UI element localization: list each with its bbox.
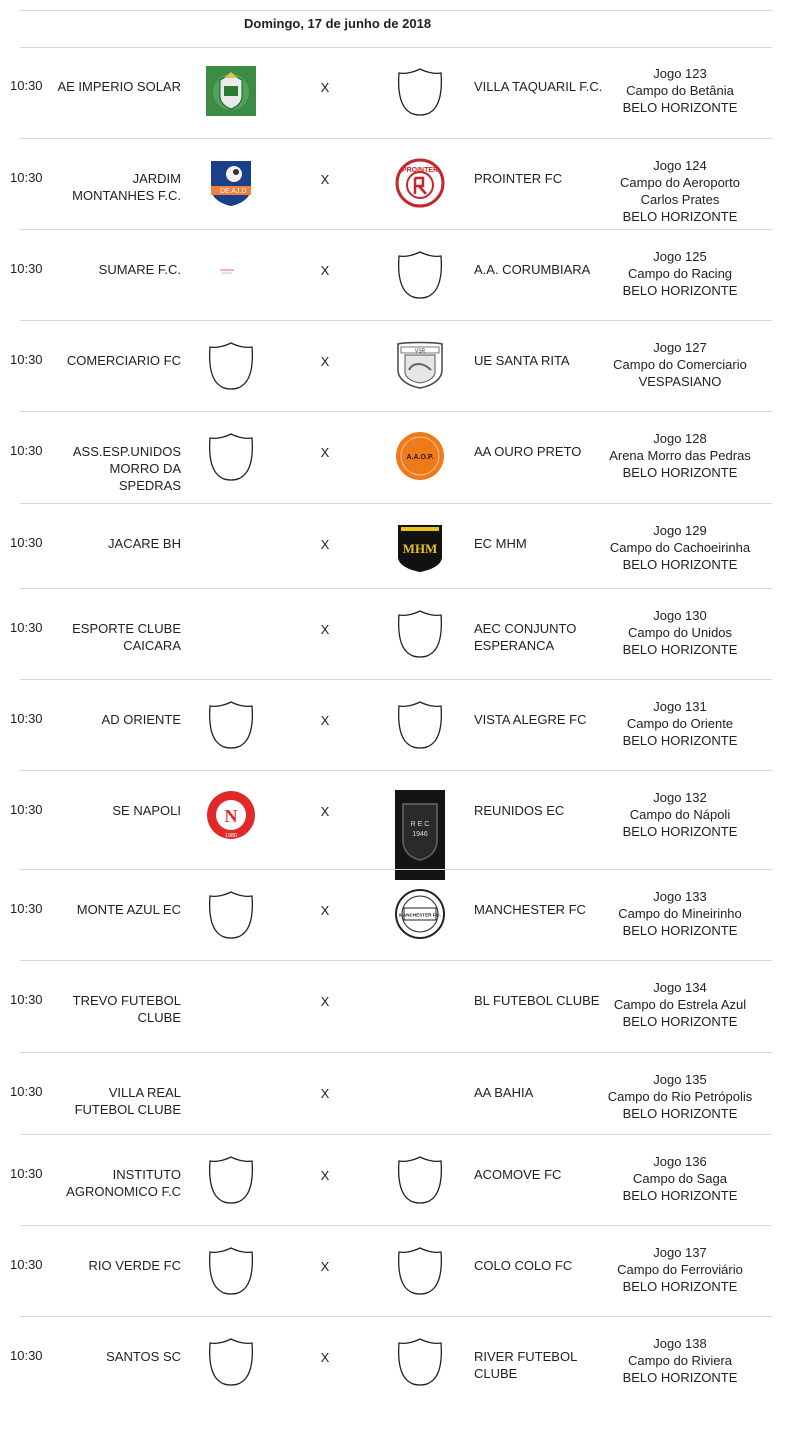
- default-shield-icon: [395, 608, 445, 658]
- away-team-name: ACOMOVE FC: [474, 1167, 562, 1182]
- match-game: Jogo 131: [653, 699, 707, 714]
- home-team-name: INSTITUTO AGRONOMICO F.C: [66, 1167, 181, 1199]
- home-team-name: VILLA REAL FUTEBOL CLUBE: [74, 1085, 181, 1117]
- default-shield-icon: [395, 66, 445, 116]
- match-city: BELO HORIZONTE: [622, 733, 738, 748]
- default-shield-icon: [395, 249, 445, 299]
- match-field: Campo do Cachoeirinha: [609, 540, 751, 555]
- match-city: BELO HORIZONTE: [622, 1188, 738, 1203]
- match-info: [600, 1335, 760, 1386]
- match-time: 10:30: [10, 1257, 43, 1272]
- vs-separator: X: [320, 804, 330, 819]
- match-city: BELO HORIZONTE: [622, 557, 738, 572]
- sumare-tiny-logo: [206, 249, 256, 299]
- match-game: Jogo 130: [653, 608, 707, 623]
- match-game: Jogo 137: [653, 1245, 707, 1260]
- match-field: Campo do Oriente: [626, 716, 734, 731]
- match-row: [0, 46, 786, 138]
- match-info: [600, 1244, 760, 1295]
- match-game: Jogo 128: [653, 431, 707, 446]
- default-shield-icon: [395, 1154, 445, 1204]
- match-time: 10:30: [10, 78, 43, 93]
- match-time: 10:30: [10, 901, 43, 916]
- home-team-name: AD ORIENTE: [101, 712, 181, 727]
- match-field: Arena Morro das Pedras: [609, 448, 751, 463]
- match-time: 10:30: [10, 1166, 43, 1181]
- vs-separator: X: [320, 1350, 330, 1365]
- match-game: Jogo 125: [653, 249, 707, 264]
- default-shield-icon: [395, 1336, 445, 1386]
- svg-text:DE AJ.D: DE AJ.D: [220, 188, 247, 195]
- vs-separator: X: [320, 1259, 330, 1274]
- home-team-name: ASS.ESP.UNIDOS MORRO DA SPEDRAS: [72, 444, 181, 493]
- match-field: Campo do Ferroviário: [617, 1262, 743, 1277]
- home-team-name: RIO VERDE FC: [88, 1258, 181, 1273]
- match-city: VESPASIANO: [638, 374, 722, 389]
- match-info: [600, 157, 760, 225]
- date-label: Domingo, 17 de junho de 2018: [244, 16, 432, 31]
- vs-separator: X: [320, 172, 330, 187]
- match-row: [0, 503, 786, 588]
- match-time: 10:30: [10, 711, 43, 726]
- away-team-name: MANCHESTER FC: [474, 902, 586, 917]
- match-field: Campo do Aeroporto Carlos Prates: [620, 175, 740, 207]
- match-time: 10:30: [10, 352, 43, 367]
- match-field: Campo do Mineirinho: [618, 906, 742, 921]
- match-info: [600, 698, 760, 749]
- match-city: BELO HORIZONTE: [622, 100, 738, 115]
- svg-text:1980: 1980: [224, 833, 238, 839]
- match-city: BELO HORIZONTE: [622, 1106, 738, 1121]
- match-info: [600, 1071, 760, 1122]
- match-row: [0, 411, 786, 503]
- home-team-name: SANTOS SC: [106, 1349, 181, 1364]
- match-game: Jogo 123: [653, 66, 707, 81]
- match-row: [0, 138, 786, 229]
- match-info: [600, 888, 760, 939]
- vs-separator: X: [320, 445, 330, 460]
- match-time: 10:30: [10, 535, 43, 550]
- match-game: Jogo 136: [653, 1154, 707, 1169]
- default-shield-icon: [395, 1245, 445, 1295]
- match-game: Jogo 133: [653, 889, 707, 904]
- home-team-name: SUMARE F.C.: [98, 262, 181, 277]
- svg-text:MANCHESTER F.C.: MANCHESTER F.C.: [399, 912, 441, 918]
- match-time: 10:30: [10, 1348, 43, 1363]
- vs-separator: X: [320, 903, 330, 918]
- match-row: [0, 320, 786, 411]
- match-time: 10:30: [10, 1084, 43, 1099]
- match-info: [600, 979, 760, 1030]
- match-info: [600, 248, 760, 299]
- match-row: [0, 770, 786, 869]
- match-field: Campo do Comerciario: [613, 357, 747, 372]
- match-info: [600, 1153, 760, 1204]
- svg-text:A.A.O.P.: A.A.O.P.: [406, 454, 434, 461]
- vs-separator: X: [320, 80, 330, 95]
- home-team-name: MONTE AZUL EC: [76, 902, 181, 917]
- away-team-name: VISTA ALEGRE FC: [474, 712, 587, 727]
- away-team-name: RIVER FUTEBOL CLUBE: [474, 1349, 577, 1381]
- match-city: BELO HORIZONTE: [622, 283, 738, 298]
- svg-text:MHM: MHM: [402, 541, 438, 556]
- default-shield-icon: [206, 1245, 256, 1295]
- match-game: Jogo 124: [653, 158, 707, 173]
- match-city: BELO HORIZONTE: [622, 824, 738, 839]
- away-team-name: AA OURO PRETO: [474, 444, 582, 459]
- away-team-name: AEC CONJUNTO ESPERANCA: [474, 621, 577, 653]
- manchester-crest: [395, 889, 445, 939]
- ec-mhm-crest: [395, 523, 445, 573]
- match-field: Campo do Rio Petrópolis: [607, 1089, 753, 1104]
- away-team-name: AA BAHIA: [474, 1085, 534, 1100]
- home-team-name: COMERCIARIO FC: [66, 353, 181, 368]
- match-row: [0, 679, 786, 770]
- away-team-name: COLO COLO FC: [474, 1258, 573, 1273]
- vs-separator: X: [320, 713, 330, 728]
- match-row: [0, 1316, 786, 1406]
- default-shield-icon: [206, 889, 256, 939]
- match-row: [0, 869, 786, 960]
- vs-separator: X: [320, 1168, 330, 1183]
- svg-text:N: N: [224, 806, 238, 826]
- match-time: 10:30: [10, 620, 43, 635]
- default-shield-icon: [206, 699, 256, 749]
- match-row: [0, 229, 786, 320]
- match-field: Campo do Betânia: [626, 83, 734, 98]
- match-row: [0, 960, 786, 1052]
- default-shield-icon: [206, 431, 256, 481]
- match-city: BELO HORIZONTE: [622, 1279, 738, 1294]
- match-time: 10:30: [10, 170, 43, 185]
- match-row: [0, 1134, 786, 1225]
- home-team-name: JACARE BH: [108, 536, 181, 551]
- match-field: Campo do Estrela Azul: [613, 997, 747, 1012]
- away-team-name: BL FUTEBOL CLUBE: [474, 993, 600, 1008]
- match-game: Jogo 134: [653, 980, 707, 995]
- match-info: [600, 789, 760, 840]
- vs-separator: X: [320, 994, 330, 1009]
- match-time: 10:30: [10, 443, 43, 458]
- vs-separator: X: [320, 622, 330, 637]
- match-time: 10:30: [10, 992, 43, 1007]
- match-city: BELO HORIZONTE: [622, 642, 738, 657]
- match-game: Jogo 138: [653, 1336, 707, 1351]
- vs-separator: X: [320, 537, 330, 552]
- match-info: [600, 65, 760, 116]
- svg-text:PROINTER: PROINTER: [401, 167, 439, 174]
- match-city: BELO HORIZONTE: [622, 1014, 738, 1029]
- match-row: [0, 1225, 786, 1316]
- prointer-crest: [395, 158, 445, 208]
- away-team-name: EC MHM: [474, 536, 527, 551]
- se-napoli-crest: [206, 790, 256, 840]
- match-game: Jogo 129: [653, 523, 707, 538]
- ouro-preto-crest: [395, 431, 445, 481]
- match-field: Campo do Nápoli: [629, 807, 731, 822]
- match-field: Campo do Saga: [633, 1171, 727, 1186]
- jardim-montanhes-crest: [206, 158, 256, 208]
- match-city: BELO HORIZONTE: [622, 209, 738, 224]
- match-time: 10:30: [10, 261, 43, 276]
- match-info: [600, 430, 760, 481]
- svg-text:VSR: VSR: [414, 348, 426, 355]
- vs-separator: X: [320, 1086, 330, 1101]
- match-city: BELO HORIZONTE: [622, 1370, 738, 1385]
- default-shield-icon: [206, 1336, 256, 1386]
- match-info: [600, 607, 760, 658]
- default-shield-icon: [206, 1154, 256, 1204]
- away-team-name: VILLA TAQUARIL F.C.: [474, 79, 603, 94]
- away-team-name: A.A. CORUMBIARA: [474, 262, 591, 277]
- match-info: [600, 522, 760, 573]
- default-shield-icon: [395, 699, 445, 749]
- home-team-name: AE IMPERIO SOLAR: [57, 79, 181, 94]
- match-time: 10:30: [10, 802, 43, 817]
- default-shield-icon: [206, 340, 256, 390]
- away-team-name: PROINTER FC: [474, 171, 563, 186]
- away-team-name: UE SANTA RITA: [474, 353, 570, 368]
- svg-text:1946: 1946: [412, 831, 428, 838]
- vs-separator: X: [320, 263, 330, 278]
- svg-text:R E C: R E C: [410, 821, 430, 828]
- match-field: Campo do Unidos: [627, 625, 733, 640]
- imperio-solar-crest: [206, 66, 256, 116]
- home-team-name: JARDIM MONTANHES F.C.: [72, 171, 181, 203]
- vs-separator: X: [320, 354, 330, 369]
- match-game: Jogo 135: [653, 1072, 707, 1087]
- match-city: BELO HORIZONTE: [622, 465, 738, 480]
- match-game: Jogo 132: [653, 790, 707, 805]
- home-team-name: SE NAPOLI: [112, 803, 181, 818]
- match-city: BELO HORIZONTE: [622, 923, 738, 938]
- match-row: [0, 588, 786, 679]
- match-info: [600, 339, 760, 390]
- away-team-name: REUNIDOS EC: [474, 803, 565, 818]
- santa-rita-crest: [395, 340, 445, 390]
- reunidos-crest: [395, 790, 445, 880]
- home-team-name: ESPORTE CLUBE CAICARA: [72, 621, 181, 653]
- home-team-name: TREVO FUTEBOL CLUBE: [72, 993, 181, 1025]
- match-field: Campo do Riviera: [627, 1353, 733, 1368]
- match-game: Jogo 127: [653, 340, 707, 355]
- match-field: Campo do Racing: [627, 266, 733, 281]
- match-row: [0, 1052, 786, 1134]
